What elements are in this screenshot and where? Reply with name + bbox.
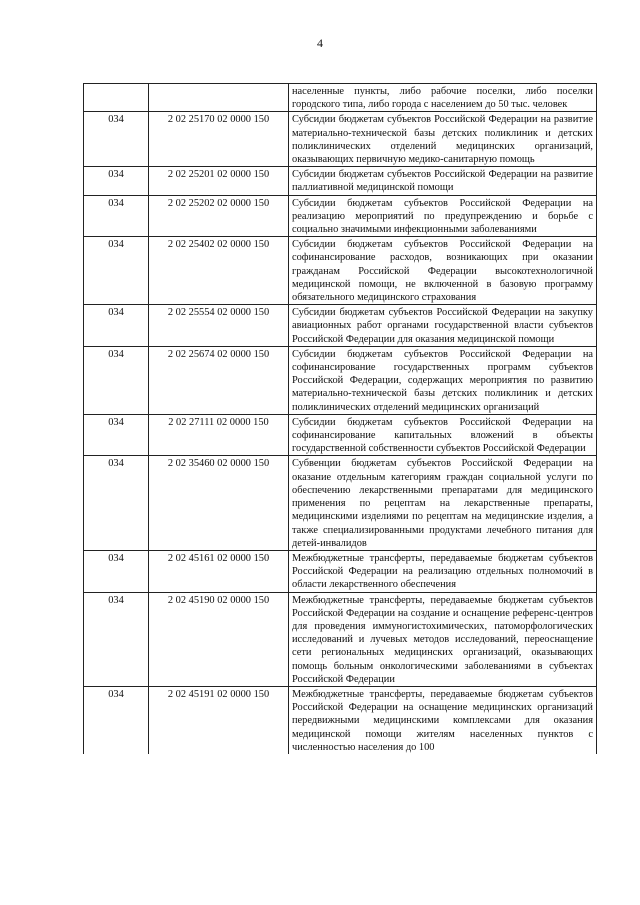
income-name-cell: Субсидии бюджетам субъектов Российской Федерации на софинансирование государственных программ субъектов Российской Федерации, содержащих мероприятия по развитию материально-технической базы детских поликлиник и детских поликлинических отделений медицинских организаций — [289, 346, 597, 414]
admin-code-cell: 034 — [84, 346, 149, 414]
kbk-code-cell: 2 02 25201 02 0000 150 — [149, 167, 289, 195]
admin-code-cell: 034 — [84, 167, 149, 195]
table-row — [84, 84, 597, 112]
table-row — [84, 305, 597, 347]
kbk-code-cell: 2 02 25170 02 0000 150 — [149, 112, 289, 167]
income-name-cell: Субвенции бюджетам субъектов Российской Федерации на оказание отдельным категориям граждан социальной услуги по обеспечению лекарственными препаратами для медицинского применения по рецептам на лекарственные препараты, медицинскими изделиями по рецептам на медицинские изделия, а также специализированными продуктами лечебного питания для детей-инвалидов — [289, 456, 597, 550]
kbk-code-cell: 2 02 25674 02 0000 150 — [149, 346, 289, 414]
admin-code-cell: 034 — [84, 550, 149, 592]
kbk-code-cell: 2 02 27111 02 0000 150 — [149, 414, 289, 456]
income-name-cell: Межбюджетные трансферты, передаваемые бюджетам субъектов Российской Федерации на создание и оснащение референс-центров для проведения иммуногистохимических, патоморфологических исследований и лучевых методов исследований, переоснащение сети региональных медицинских организаций, оказывающих помощь больным онкологическими заболеваниями в субъектах Российской Федерации — [289, 592, 597, 686]
kbk-code-cell — [149, 84, 289, 112]
kbk-code-cell: 2 02 45190 02 0000 150 — [149, 592, 289, 686]
kbk-code-cell: 2 02 25402 02 0000 150 — [149, 237, 289, 305]
page-number: 4 — [317, 36, 323, 50]
income-name-cell: населенные пункты, либо рабочие поселки, либо поселки городского типа, либо города с населением до 50 тыс. человек — [289, 84, 597, 112]
admin-code-cell: 034 — [84, 592, 149, 686]
income-name-cell: Субсидии бюджетам субъектов Российской Федерации на софинансирование капитальных вложений в объекты государственной собственности субъектов Российской Федерации — [289, 414, 597, 456]
kbk-code-cell: 2 02 45161 02 0000 150 — [149, 550, 289, 592]
admin-code-cell: 034 — [84, 456, 149, 550]
table-row — [84, 346, 597, 414]
admin-code-cell: 034 — [84, 686, 149, 754]
admin-code-cell — [84, 84, 149, 112]
income-name-cell: Субсидии бюджетам субъектов Российской Федерации на развитие паллиативной медицинской помощи — [289, 167, 597, 195]
income-name-cell: Субсидии бюджетам субъектов Российской Федерации на закупку авиационных работ органами государственной власти субъектов Российской Федерации для оказания медицинской помощи — [289, 305, 597, 347]
table-row — [84, 456, 597, 550]
income-name-cell: Субсидии бюджетам субъектов Российской Федерации на развитие материально-технической базы детских поликлиник и детских поликлинических отделений медицинских организаций, оказывающих первичную медико-санитарную помощь — [289, 112, 597, 167]
table-row — [84, 592, 597, 686]
income-name-cell: Субсидии бюджетам субъектов Российской Федерации на софинансирование расходов, возникающих при оказании гражданам Российской Федерации высокотехнологичной медицинской помощи, не включенной в базовую программу обязательного медицинского страхования — [289, 237, 597, 305]
income-name-cell: Субсидии бюджетам субъектов Российской Федерации на реализацию мероприятий по предупреждению и борьбе с социально значимыми инфекционными заболеваниями — [289, 195, 597, 237]
kbk-code-cell: 2 02 35460 02 0000 150 — [149, 456, 289, 550]
kbk-code-cell: 2 02 25554 02 0000 150 — [149, 305, 289, 347]
table-row — [84, 414, 597, 456]
table-row — [84, 167, 597, 195]
table-row — [84, 686, 597, 754]
income-name-cell: Межбюджетные трансферты, передаваемые бюджетам субъектов Российской Федерации на оснащение медицинских организаций передвижными медицинскими комплексами для оказания медицинской помощи жителям населенных пунктов с численностью населения до 100 — [289, 686, 597, 754]
admin-code-cell: 034 — [84, 414, 149, 456]
admin-code-cell: 034 — [84, 305, 149, 347]
income-name-cell: Межбюджетные трансферты, передаваемые бюджетам субъектов Российской Федерации на реализацию отдельных полномочий в области лекарственного обеспечения — [289, 550, 597, 592]
admin-code-cell: 034 — [84, 195, 149, 237]
kbk-code-cell: 2 02 45191 02 0000 150 — [149, 686, 289, 754]
table-row — [84, 112, 597, 167]
kbk-code-cell: 2 02 25202 02 0000 150 — [149, 195, 289, 237]
table-row — [84, 550, 597, 592]
kbk-table — [83, 83, 597, 754]
table-row — [84, 237, 597, 305]
admin-code-cell: 034 — [84, 112, 149, 167]
table-row — [84, 195, 597, 237]
admin-code-cell: 034 — [84, 237, 149, 305]
